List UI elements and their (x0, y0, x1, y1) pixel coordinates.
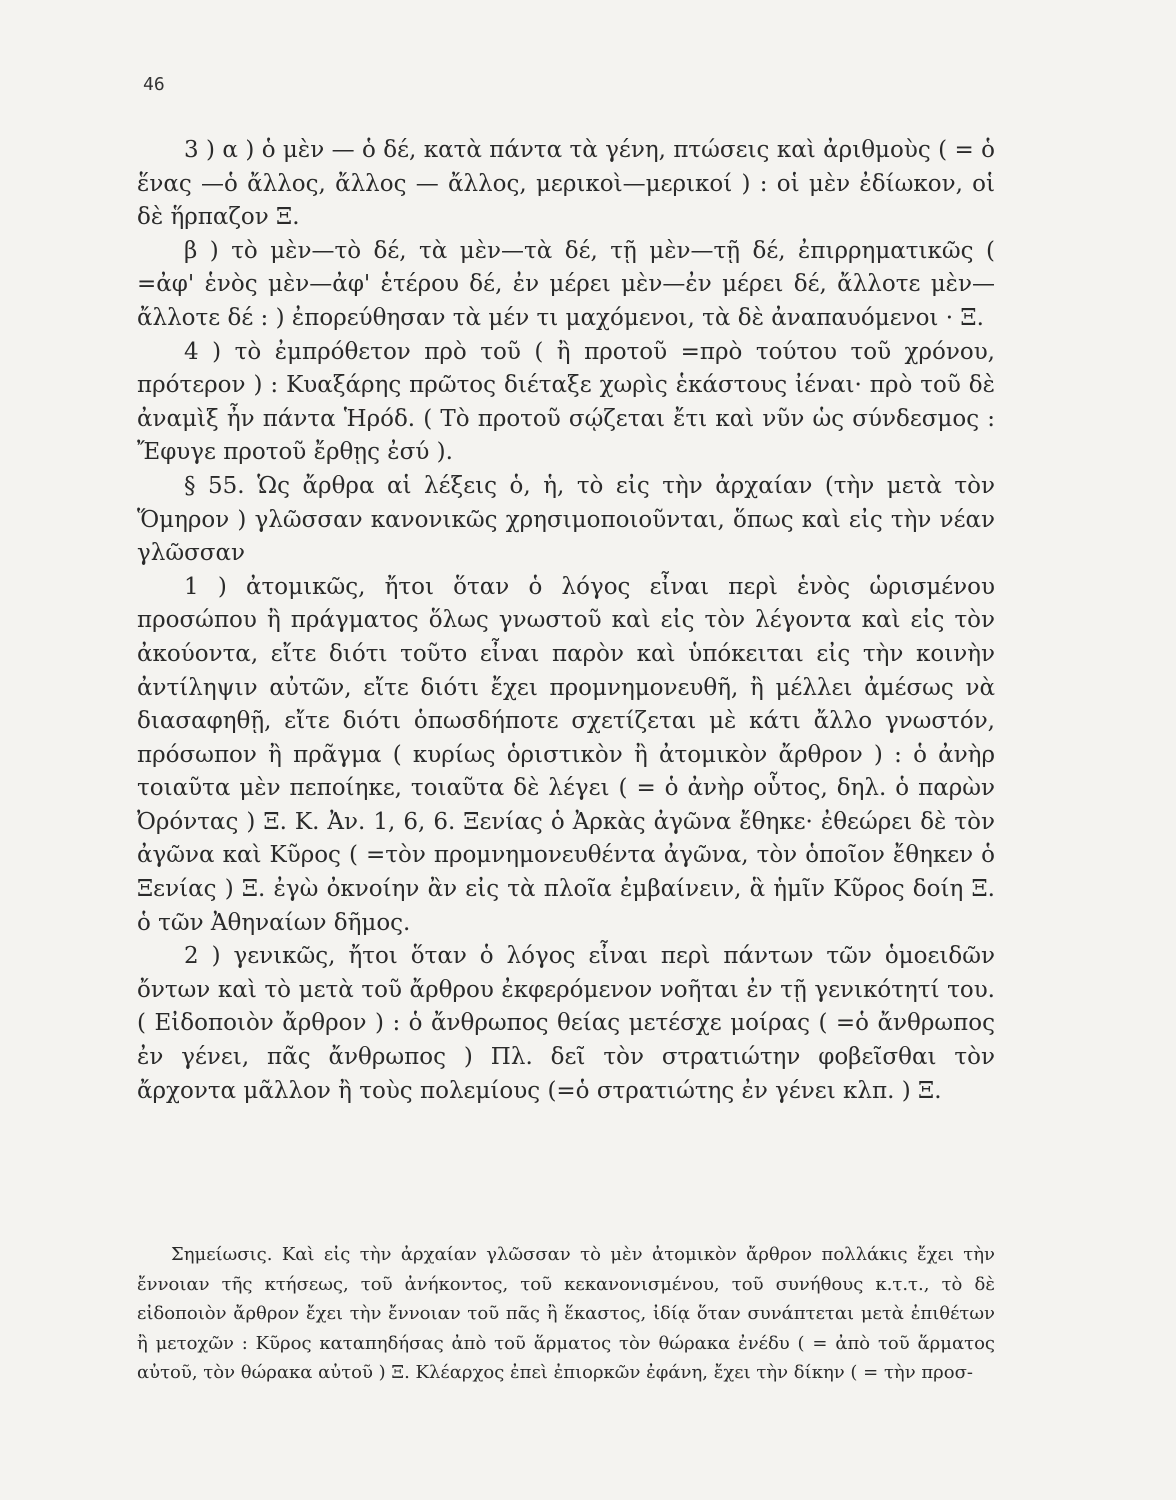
note-text: Σημείωσις. Καὶ εἰς τὴν ἀρχαίαν γλῶσσαν τὸ μὲν ἀτομικὸν ἄρθρον πολλάκις ἔχει τὴν ἔννοιαν τῆς κτήσεως, τοῦ ἀνήκοντος, τοῦ κεκανονισμένου, τοῦ συνήθους κ.τ.τ., τὸ δὲ εἰδοποιὸν ἄρθρον ἔχει τὴν ἔννοιαν τοῦ πᾶς ἢ ἕκαστος, ἰδίᾳ ὅταν συνάπτεται μετὰ ἐπιθέτων ἢ μετοχῶν : Κῦρος καταπηδήσας ἀπὸ τοῦ ἅρματος τὸν θώρακα ἐνέδυ ( = ἀπὸ τοῦ ἅρματος αὐτοῦ, τὸν θώρακα αὐτοῦ ) Ξ. Κλέαρχος ἐπεὶ ἐπιορκῶν ἐφάνη, ἔχει τὴν δίκην ( = τὴν προσ- (137, 1244, 995, 1383)
main-text (137, 134, 995, 1108)
paragraph-3a: 3 ) α ) ὁ μὲν — ὁ δέ, κατὰ πάντα τὰ γένη, πτώσεις καὶ ἀριθμοὺς ( = ὁ ἕνας —ὁ ἄλλος, ἄλλος — ἄλλος, μερικοὶ—μερικοί ) : οἱ μὲν ἐδίωκον, οἱ δὲ ἥρπαζον Ξ. (137, 137, 995, 231)
paragraph-3b: β ) τὸ μὲν—τὸ δέ, τὰ μὲν—τὰ δέ, τῇ μὲν—τῇ δέ, ἐπιρρηματικῶς ( =ἀφ' ἑνὸς μὲν—ἀφ' ἑτέρου δέ, ἐν μέρει μὲν—ἐν μέρει δέ, ἄλλοτε μὲν—ἄλλοτε δέ : ) ἐπορεύθησαν τὰ μέν τι μαχόμενοι, τὰ δὲ ἀναπαυόμενοι · Ξ. (137, 237, 995, 331)
paragraph-2-generic: 2 ) γενικῶς, ἤτοι ὅταν ὁ λόγος εἶναι περὶ πάντων τῶν ὁμοειδῶν ὄντων καὶ τὸ μετὰ τοῦ ἄρθρου ἐκφερόμενον νοῆται ἐν τῇ γενικότητί του. ( Εἰδοποιὸν ἄρθρον ) : ὁ ἄνθρωπος θείας μετέσχε μοίρας ( =ὁ ἄνθρωπος ἐν γένει, πᾶς ἄνθρωπος ) Πλ. δεῖ τὸν στρατιώτην φοβεῖσθαι τὸν ἄρχοντα μᾶλλον ἢ τοὺς πολεμίους (=ὁ στρατιώτης ἐν γένει κλπ. ) Ξ. (137, 943, 995, 1104)
paragraph-section-55: § 55. Ὡς ἄρθρα αἱ λέξεις ὁ, ἡ, τὸ εἰς τὴν ἀρχαίαν (τὴν μετὰ τὸν Ὅμηρον ) γλῶσσαν κανονικῶς χρησιμοποιοῦνται, ὅπως καὶ εἰς τὴν νέαν γλῶσσαν (137, 472, 995, 567)
paragraph-4: 4 ) τὸ ἐμπρόθετον πρὸ τοῦ ( ἢ προτοῦ =πρὸ τούτου τοῦ χρόνου, πρότερον ) : Κυαξάρης πρῶτος διέταξε χωρὶς ἑκάστους ἰέναι· πρὸ τοῦ δὲ ἀναμὶξ ἦν πάντα Ἡρόδ. ( Τὸ προτοῦ σῴζεται ἔτι καὶ νῦν ὡς σύνδεσμος : Ἔφυγε προτοῦ ἔρθῃς ἐσύ ). (137, 338, 995, 466)
footnote-remark (137, 1240, 995, 1388)
page-number: 46 (143, 74, 165, 95)
paragraph-1-atomic: 1 ) ἀτομικῶς, ἤτοι ὅταν ὁ λόγος εἶναι περὶ ἑνὸς ὡρισμένου προσώπου ἢ πράγματος ὅλως γνωστοῦ καὶ εἰς τὸν λέγοντα καὶ εἰς τὸν ἀκούοντα, εἴτε διότι τοῦτο εἶναι παρὸν καὶ ὑπόκειται εἰς τὴν κοινὴν ἀντίληψιν αὐτῶν, εἴτε διότι ἔχει προμνημονευθῆ, ἢ μέλλει ἀμέσως νὰ διασαφηθῇ, εἴτε διότι ὁπωσδήποτε σχετίζεται μὲ κάτι ἄλλο γνωστόν, πρόσωπον ἢ πρᾶγμα ( κυρίως ὁριστικὸν ἢ ἀτομικὸν ἄρθρον ) : ὁ ἀνὴρ τοιαῦτα μὲν πεποίηκε, τοιαῦτα δὲ λέγει ( = ὁ ἀνὴρ οὗτος, δηλ. ὁ παρὼν Ὀρόντας ) Ξ. Κ. Ἀν. 1, 6, 6. Ξενίας ὁ Ἀρκὰς ἀγῶνα ἔθηκε· ἐθεώρει δὲ τὸν ἀγῶνα καὶ Κῦρος ( =τὸν προμνημονευθέντα ἀγῶνα, τὸν ὁποῖον ἔθηκεν ὁ Ξενίας ) Ξ. ἐγὼ ὀκνοίην ἂν εἰς τὰ πλοῖα ἐμβαίνειν, ἃ ἡμῖν Κῦρος δοίη Ξ. ὁ τῶν Ἀθηναίων δῆμος. (137, 573, 995, 936)
